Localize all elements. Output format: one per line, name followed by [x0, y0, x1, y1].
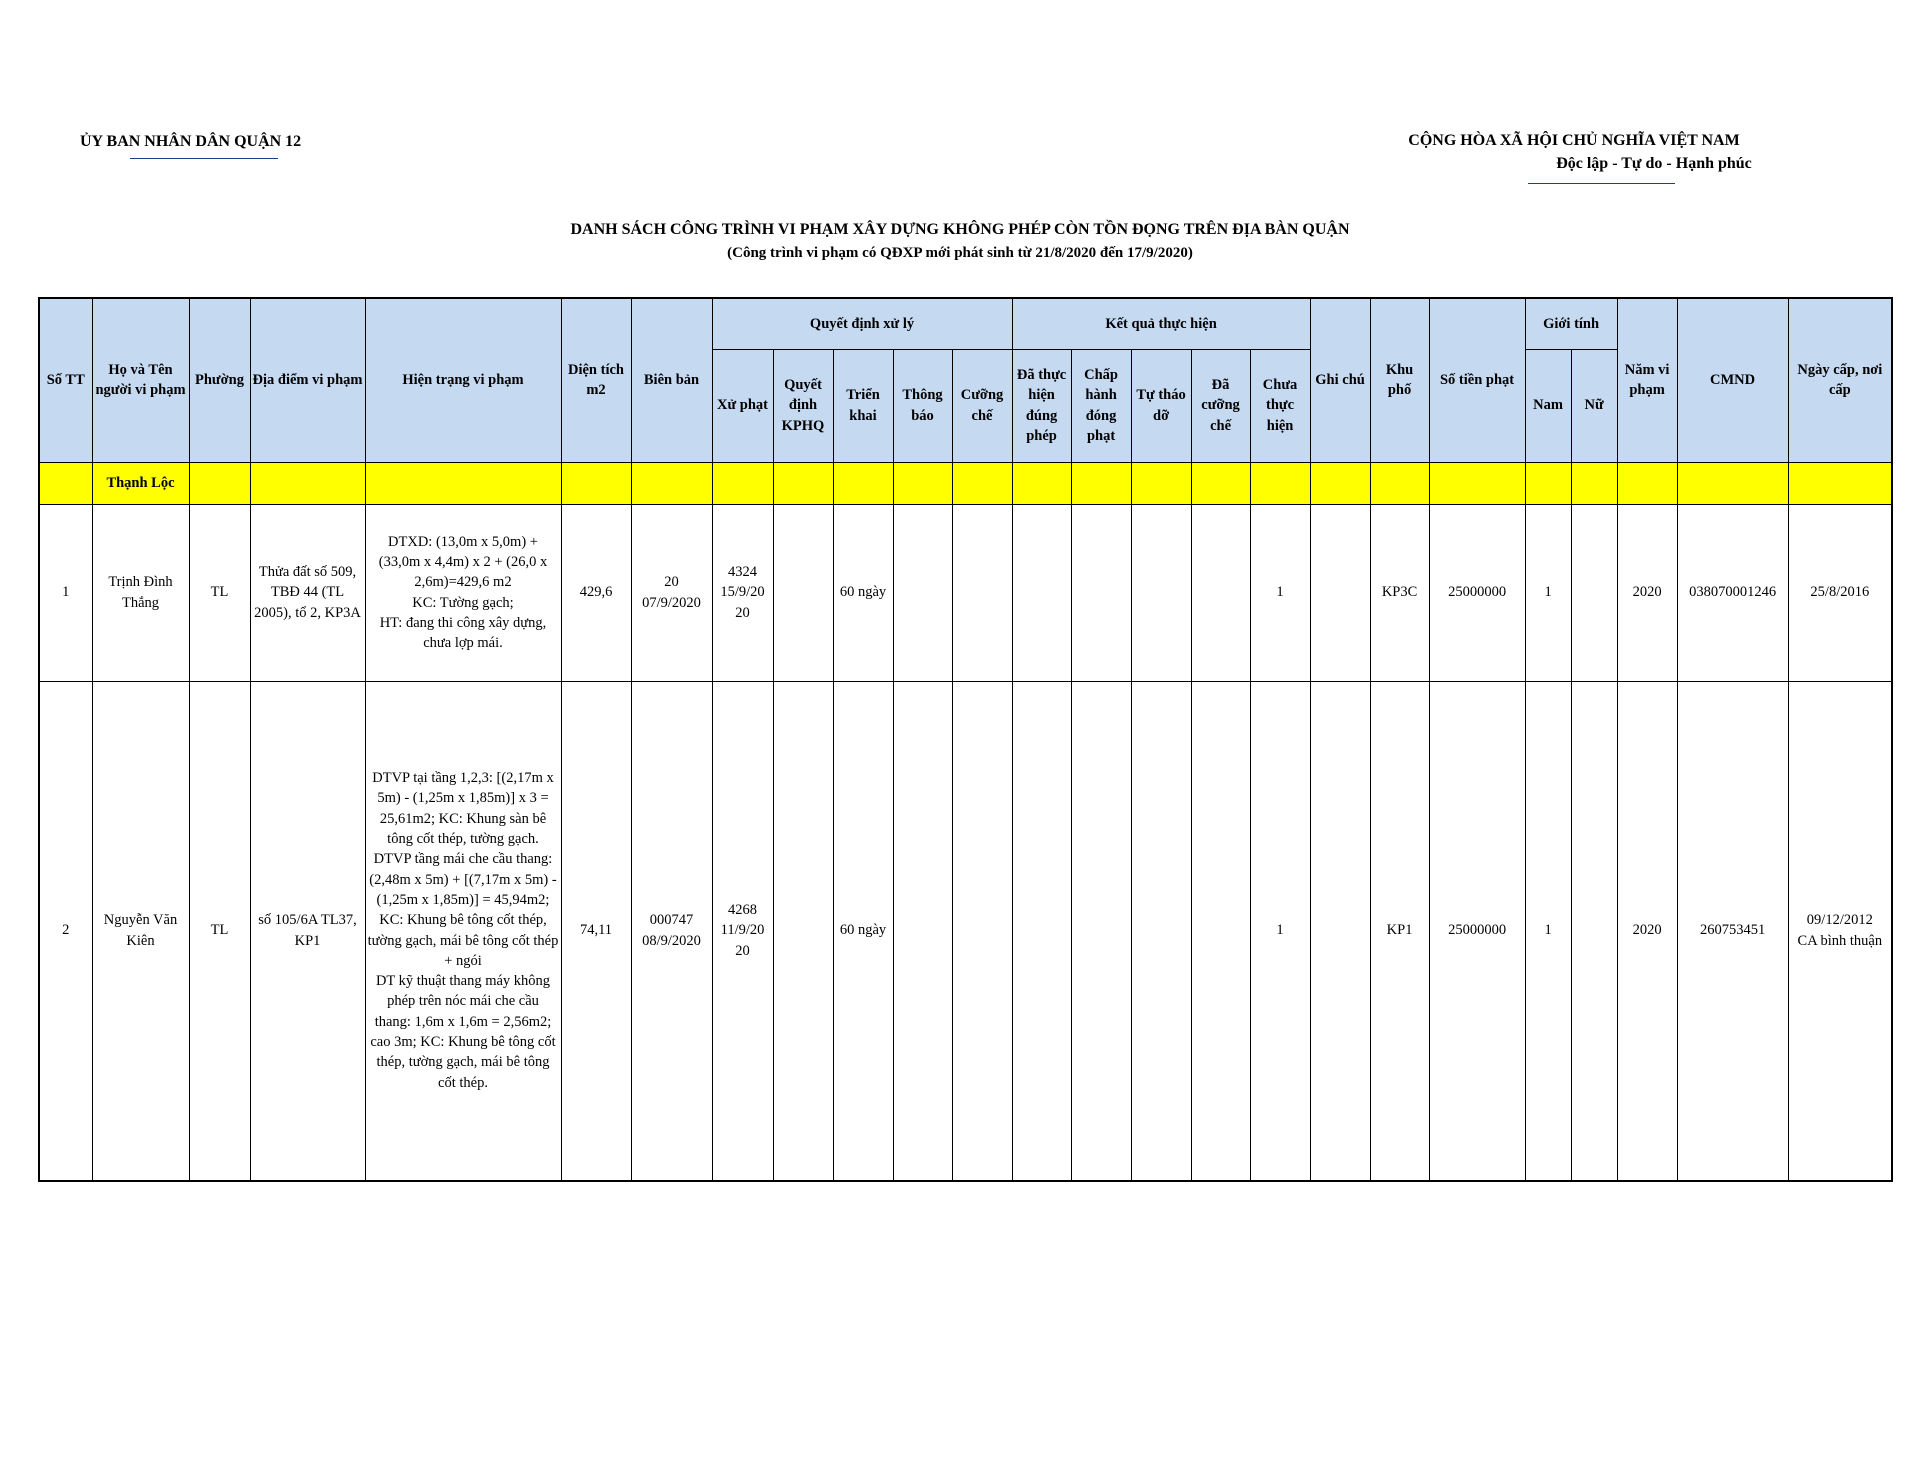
cell-status: DTVP tại tầng 1,2,3: [(2,17m x 5m) - (1,25m x 1,85m)] x 3 = 25,61m2; KC: Khung sàn bê tông cốt thép, tường gạch. DTVP tầng mái che cầu thang: (2,48m x 5m) + [(7,17m x 5m) - (1,25m x 1,85m)] = 45,94m2; KC: Khung bê tông cốt thép, tường gạch, mái bê tông cốt thép + ngói DT kỹ thuật thang máy không phép trên nóc mái che cầu thang: 1,6m x 1,6m = 2,56m2; cao 3m; KC: Khung bê tông cốt thép, tường gạch, mái bê tông cốt thép.	[365, 681, 561, 1181]
nation-name: CỘNG HÒA XÃ HỘI CHỦ NGHĨA VIỆT NAM	[1408, 132, 1740, 149]
col-penalty: Xử phạt	[712, 349, 773, 462]
cell-id: 038070001246	[1677, 504, 1788, 681]
col-not-done: Chưa thực hiện	[1250, 349, 1310, 462]
cell-issue: 25/8/2016	[1788, 504, 1892, 681]
cell-note	[1310, 681, 1370, 1181]
cell-done-permit	[1012, 681, 1071, 1181]
col-record: Biên bản	[631, 298, 712, 462]
cell-year: 2020	[1617, 681, 1677, 1181]
cell-paid	[1071, 504, 1131, 681]
col-done-permit: Đã thực hiện đúng phép	[1012, 349, 1071, 462]
agency-name: ỦY BAN NHÂN DÂN QUẬN 12	[80, 133, 302, 150]
col-enforced: Đã cưỡng chế	[1191, 349, 1250, 462]
cell-quarter: KP1	[1370, 681, 1429, 1181]
col-area: Diện tích m2	[561, 298, 631, 462]
cell-stt: 1	[39, 504, 92, 681]
cell-self-demolish	[1131, 681, 1191, 1181]
motto-underline	[1528, 183, 1675, 184]
cell-enforce	[952, 681, 1012, 1181]
cell-kphq	[773, 504, 833, 681]
col-note: Ghi chú	[1310, 298, 1370, 462]
cell-name: Nguyễn Văn Kiên	[92, 681, 189, 1181]
cell-stt: 2	[39, 681, 92, 1181]
col-self-demolish: Tự tháo dỡ	[1131, 349, 1191, 462]
agency-underline	[130, 158, 278, 159]
cell-fine: 25000000	[1429, 681, 1525, 1181]
cell-male: 1	[1525, 504, 1571, 681]
col-quarter: Khu phố	[1370, 298, 1429, 462]
cell-enforce	[952, 504, 1012, 681]
cell-ward: TL	[189, 681, 250, 1181]
cell-fine: 25000000	[1429, 504, 1525, 681]
col-issue: Ngày cấp, nơi cấp	[1788, 298, 1892, 462]
cell-penalty: 4324 15/9/20 20	[712, 504, 773, 681]
group-row	[39, 462, 1892, 504]
col-deploy: Triển khai	[833, 349, 893, 462]
cell-deploy: 60 ngày	[833, 681, 893, 1181]
document-title: DANH SÁCH CÔNG TRÌNH VI PHẠM XÂY DỰNG KHÔNG PHÉP CÒN TỒN ĐỌNG TRÊN ĐỊA BÀN QUẬN	[570, 221, 1350, 238]
violation-table	[38, 297, 1893, 1182]
col-enforce: Cưỡng chế	[952, 349, 1012, 462]
cell-location: Thửa đất số 509, TBĐ 44 (TL 2005), tổ 2, KP3A	[250, 504, 365, 681]
col-decision-group: Quyết định xử lý	[712, 298, 1012, 349]
cell-deploy: 60 ngày	[833, 504, 893, 681]
col-name: Họ và Tên người vi phạm	[92, 298, 189, 462]
cell-area: 74,11	[561, 681, 631, 1181]
cell-female	[1571, 681, 1617, 1181]
cell-area: 429,6	[561, 504, 631, 681]
col-result-group: Kết quả thực hiện	[1012, 298, 1310, 349]
cell-enforced	[1191, 681, 1250, 1181]
col-location: Địa điểm vi phạm	[250, 298, 365, 462]
col-ward: Phường	[189, 298, 250, 462]
group-label: Thạnh Lộc	[92, 462, 189, 504]
col-gender-group: Giới tính	[1525, 298, 1617, 349]
cell-done-permit	[1012, 504, 1071, 681]
cell-status: DTXD: (13,0m x 5,0m) + (33,0m x 4,4m) x 2 + (26,0 x 2,6m)=429,6 m2 KC: Tường gạch; HT: đang thi công xây dựng, chưa lợp mái.	[365, 504, 561, 681]
cell-location: số 105/6A TL37, KP1	[250, 681, 365, 1181]
cell-record: 000747 08/9/2020	[631, 681, 712, 1181]
cell-enforced	[1191, 504, 1250, 681]
document-subtitle: (Công trình vi phạm có QĐXP mới phát sinh từ 21/8/2020 đến 17/9/2020)	[727, 245, 1193, 261]
cell-kphq	[773, 681, 833, 1181]
col-paid: Chấp hành đóng phạt	[1071, 349, 1131, 462]
col-id: CMND	[1677, 298, 1788, 462]
table-row	[39, 504, 1892, 681]
cell-issue: 09/12/2012 CA bình thuận	[1788, 681, 1892, 1181]
col-notice: Thông báo	[893, 349, 952, 462]
cell-female	[1571, 504, 1617, 681]
cell-notice	[893, 504, 952, 681]
cell-id: 260753451	[1677, 681, 1788, 1181]
table-row	[39, 681, 1892, 1181]
cell-male: 1	[1525, 681, 1571, 1181]
cell-year: 2020	[1617, 504, 1677, 681]
col-year: Năm vi phạm	[1617, 298, 1677, 462]
cell-self-demolish	[1131, 504, 1191, 681]
col-fine: Số tiền phạt	[1429, 298, 1525, 462]
cell-note	[1310, 504, 1370, 681]
cell-notice	[893, 681, 952, 1181]
motto	[1364, 155, 1784, 173]
cell-name: Trịnh Đình Thắng	[92, 504, 189, 681]
cell-paid	[1071, 681, 1131, 1181]
col-kphq: Quyết định KPHQ	[773, 349, 833, 462]
cell-not-done: 1	[1250, 504, 1310, 681]
cell-quarter: KP3C	[1370, 504, 1429, 681]
col-male: Nam	[1525, 349, 1571, 462]
cell-penalty: 4268 11/9/20 20	[712, 681, 773, 1181]
col-stt: Số TT	[39, 298, 92, 462]
col-female: Nữ	[1571, 349, 1617, 462]
cell-ward: TL	[189, 504, 250, 681]
cell-not-done: 1	[1250, 681, 1310, 1181]
cell-record: 20 07/9/2020	[631, 504, 712, 681]
col-status: Hiện trạng vi phạm	[365, 298, 561, 462]
motto-text: Độc lập - Tự do - Hạnh phúc	[1556, 155, 1752, 172]
